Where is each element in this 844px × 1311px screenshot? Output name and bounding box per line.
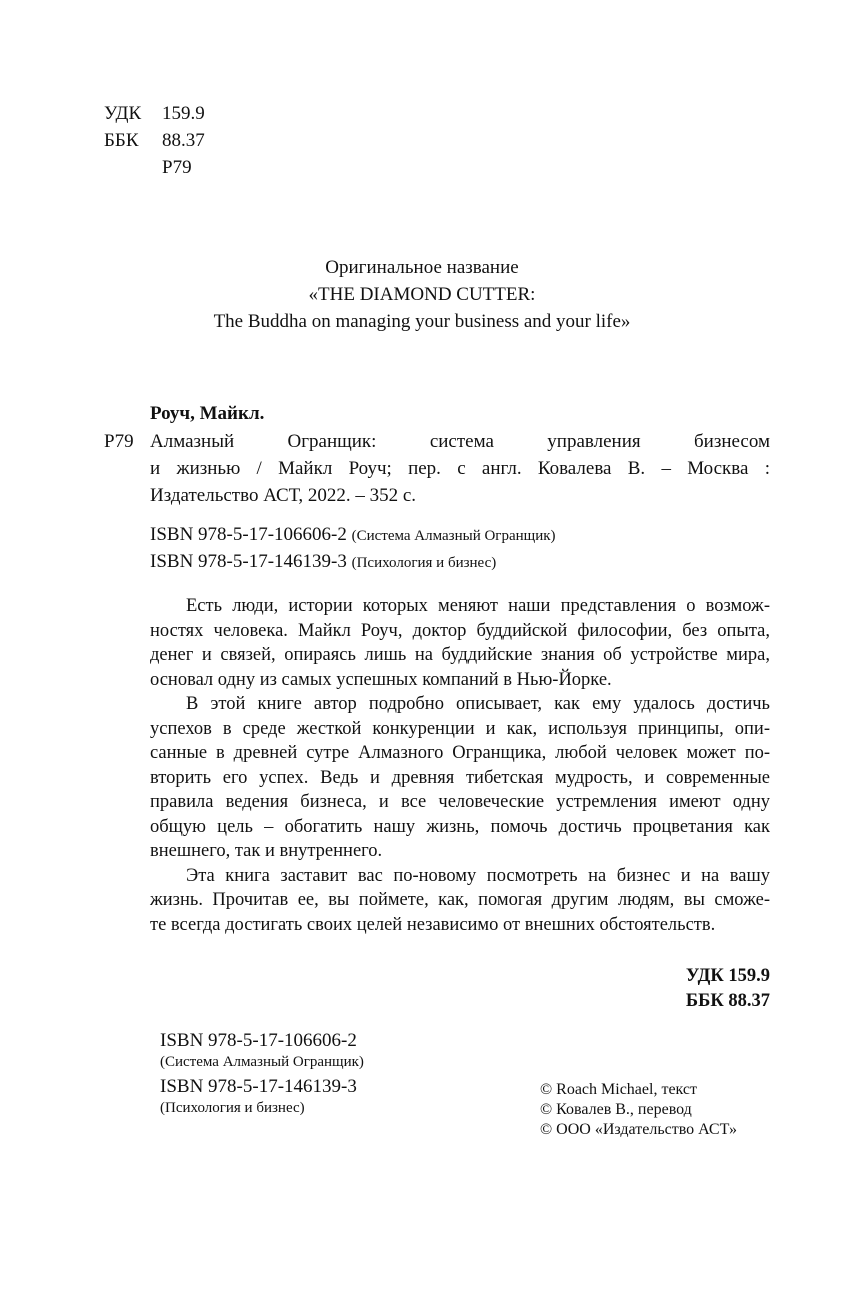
annotation-line: внешнего, так и внутреннего. [150,841,383,861]
annotation-line: основал одну из самых успешных компаний в Нью-Йорке. [150,669,612,690]
bbk-value: 88.37 [162,130,205,151]
udk-value: 159.9 [162,103,205,124]
annotation-line: вторить его успех. Ведь и древняя тибетская мудрость, и современные [150,767,770,788]
annotation [150,594,770,937]
isbn-number: ISBN 978-5-17-106606-2 [160,1030,357,1051]
isbn-number: ISBN 978-5-17-146139-3 [160,1076,357,1097]
author-sign: Р79 [162,157,192,178]
isbn-line [150,549,556,576]
classification-codes [104,100,205,181]
annotation-line: те всегда достигать своих целей независимо от внешних обстоятельств. [150,914,716,935]
isbn-note: (Система Алмазный Огранщик) [351,528,556,544]
udk-label: УДК [104,103,142,124]
bbk-label: ББК [104,130,139,151]
copyright-line: © Ковалев В., перевод [540,1101,692,1118]
udk-row [104,100,205,127]
biblio-line: Алмазный Огранщик: система управления бизнесом [150,431,770,452]
bibliographic-code: Р79 [104,431,134,452]
original-title-subtitle: The Buddha on managing your business and your life» [213,311,631,332]
isbn-note: (Система Алмазный Огранщик) [160,1054,364,1070]
original-title-main: «THE DIAMOND CUTTER: [308,284,536,305]
isbn-note: (Психология и бизнес) [160,1100,305,1116]
isbn-number: ISBN 978-5-17-146139-3 [150,551,347,572]
annotation-line: Эта книга заставит вас по-новому посмотреть на бизнес и на вашу [186,865,770,886]
bibliographic-description [150,428,770,509]
copyright-line: © Roach Michael, текст [540,1081,698,1098]
annotation-line: общую цель – обогатить нашу жизнь, помочь достичь процветания как [150,816,770,837]
isbn-number: ISBN 978-5-17-106606-2 [150,524,347,545]
isbn-block-top [150,522,556,576]
isbn-note: (Психология и бизнес) [351,555,497,571]
isbn-block-bottom [160,1030,364,1122]
annotation-line: денег и связей, опираясь лишь на буддийские знания об устройстве мира, [150,645,770,665]
biblio-line: и жизнью / Майкл Роуч; пер. с англ. Ковалева В. – Москва : [150,458,770,479]
annotation-line: ностях человека. Майкл Роуч, доктор буддийской философии, без опыта, [150,620,770,641]
isbn-line [150,522,556,549]
udk-code: УДК 159.9 [685,966,770,986]
biblio-line: Издательство АСТ, 2022. – 352 с. [150,485,417,506]
copyright-block [540,1080,737,1140]
annotation-line: жизнь. Прочитав ее, вы поймете, как, помогая другим людям, вы сможе- [150,890,770,910]
annotation-line: санные в древней сутре Алмазного Огранщика, любой человек может по- [150,743,770,763]
annotation-line: Есть люди, истории которых меняют наши представления о возмож- [186,596,770,616]
bbk-row [104,127,205,154]
original-title-block [0,254,844,335]
classification-codes-right [686,964,770,1014]
author-name: Роуч, Майкл. [150,403,265,424]
annotation-line: В этой книге автор подробно описывает, как ему удалось достичь [186,694,770,714]
bbk-code: ББК 88.37 [685,991,770,1011]
annotation-line: правила ведения бизнеса, и все человеческие устремления имеют одну [150,792,770,812]
original-title-caption: Оригинальное название [325,257,519,278]
copyright-line: © ООО «Издательство АСТ» [540,1121,737,1138]
annotation-line: успехов в среде жесткой конкуренции и как, используя принципы, опи- [150,718,770,739]
